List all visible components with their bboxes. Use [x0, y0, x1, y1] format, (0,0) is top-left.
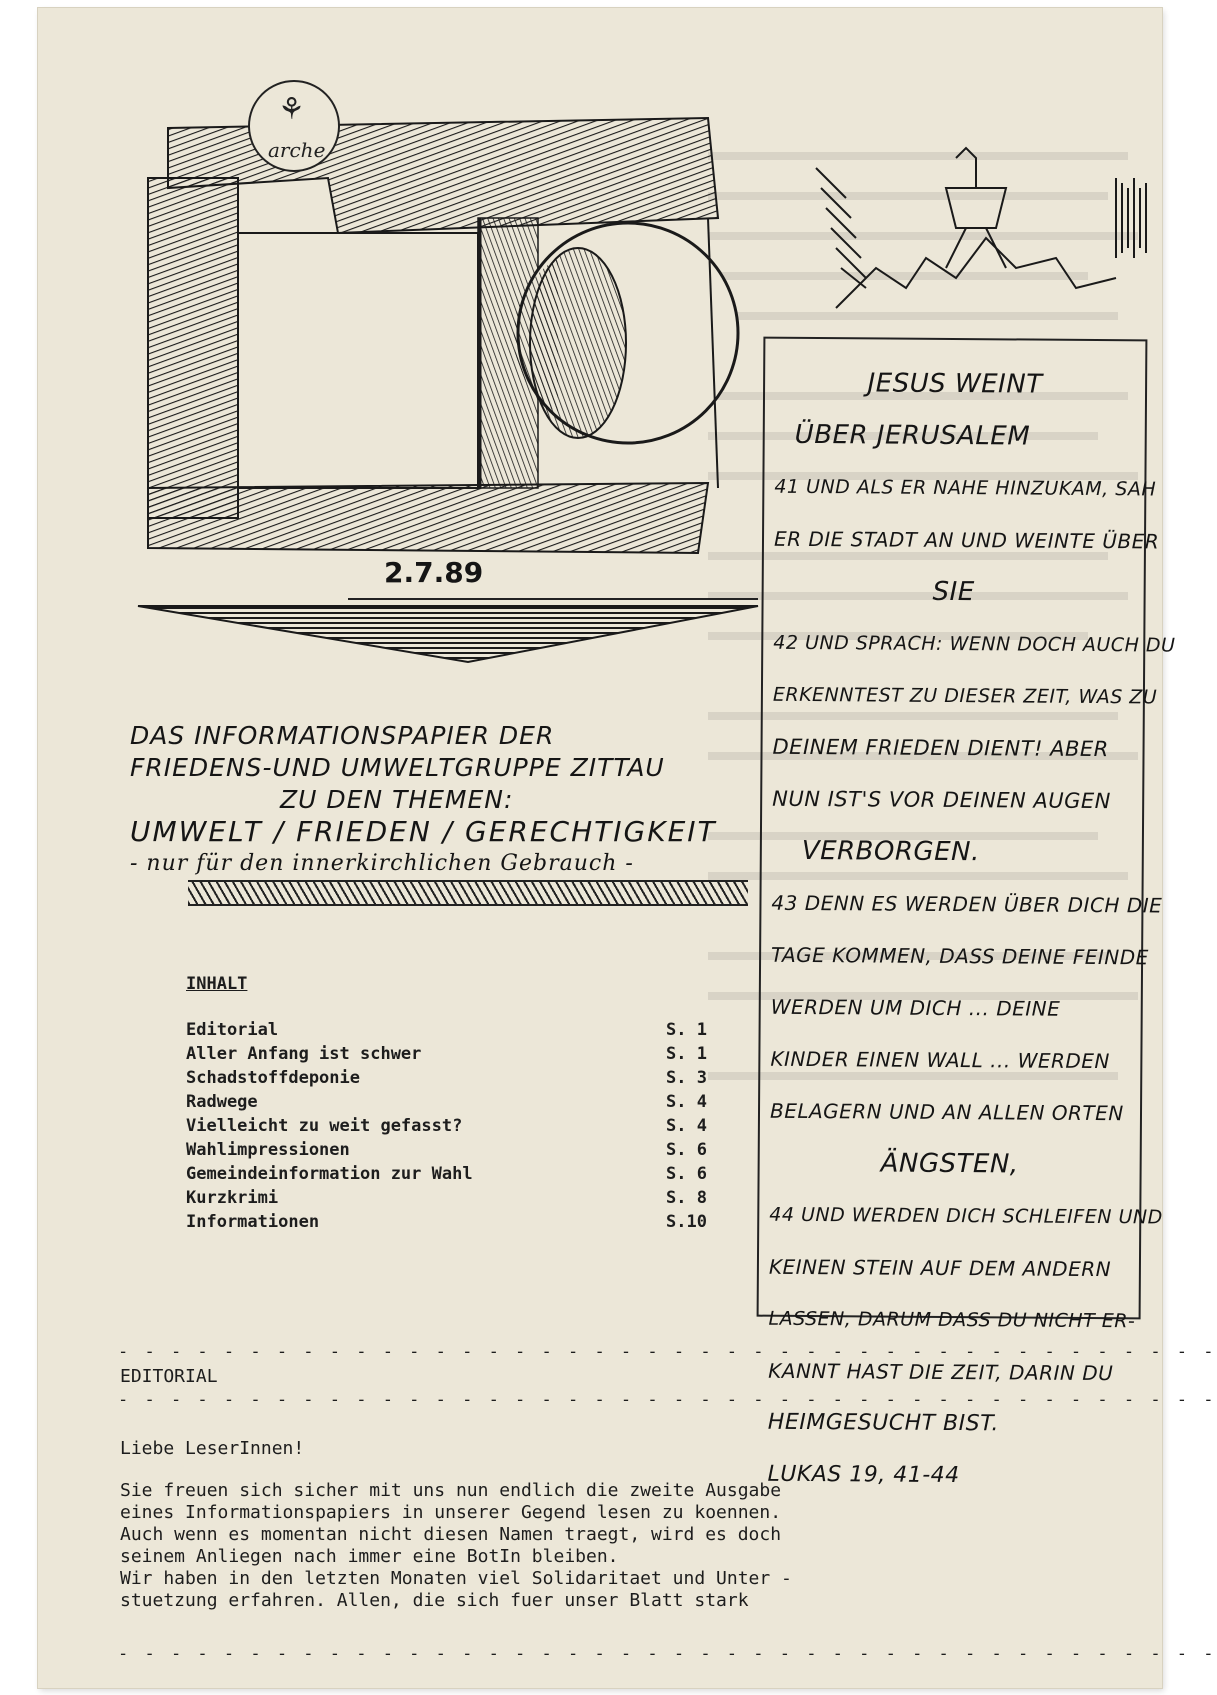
- subtitle-line-5: - nur für den innerkirchlichen Gebrauch -: [130, 851, 634, 876]
- toc-item: Gemeindeinformation zur Wahl S. 6: [186, 1164, 707, 1184]
- bible-line: 44 UND WERDEN DICH SCHLEIFEN UND: [769, 1203, 1163, 1229]
- editorial-heading: EDITORIAL: [120, 1366, 218, 1387]
- toc-item: Radwege S. 4: [186, 1092, 707, 1112]
- bible-line: VERBORGEN.: [801, 835, 980, 868]
- subtitle-line-1: DAS INFORMATIONSPAPIER DER: [130, 721, 555, 750]
- divider-line: - - - - - - - - - - - - - - - - - - - - - - - - - - - - - - - - - - - - - - - - - -: [118, 1342, 1217, 1362]
- body-line: Auch wenn es momentan nicht diesen Namen traegt, wird es doch: [120, 1524, 782, 1545]
- subtitle-line-2: FRIEDENS-UND UMWELTGRUPPE ZITTAU: [130, 753, 665, 782]
- issue-date: 2.7.89: [384, 556, 484, 589]
- body-line: Sie freuen sich sicher mit uns nun endlich die zweite Ausgabe: [120, 1480, 782, 1501]
- divider-line: - - - - - - - - - - - - - - - - - - - - - - - - - - - - - - - - - - - - - - - - - -: [118, 1390, 1217, 1410]
- bible-line: HEIMGESUCHT BIST.: [767, 1409, 1000, 1437]
- table-of-contents: [186, 1020, 746, 1236]
- subtitle-line-4: UMWELT / FRIEDEN / GERECHTIGKEIT: [130, 815, 717, 848]
- masthead-subtitle: [130, 720, 790, 880]
- toc-item: Editorial S. 1: [186, 1020, 707, 1040]
- editorial-body: [120, 1480, 1050, 1612]
- bible-line: 43 DENN ES WERDEN ÜBER DICH DIE: [771, 890, 1163, 918]
- editorial-salutation: Liebe LeserInnen!: [120, 1438, 305, 1459]
- bible-line: 41 UND ALS ER NAHE HINZUKAM, SAH: [774, 475, 1157, 501]
- body-line: stuetzung erfahren. Allen, die sich fuer unser Blatt stark: [120, 1590, 749, 1611]
- toc-item: Informationen S.10: [186, 1212, 707, 1232]
- toc-item: Kurzkrimi S. 8: [186, 1188, 707, 1208]
- body-line: seinem Anliegen nach immer eine BotIn bleiben.: [120, 1546, 619, 1567]
- date-underline: [348, 598, 758, 600]
- bible-line: JESUS WEINT: [867, 368, 1043, 400]
- bible-line: ERKENNTEST ZU DIESER ZEIT, WAS ZU: [772, 683, 1158, 709]
- bible-line: SIE: [932, 576, 975, 608]
- bible-line: DEINEM FRIEDEN DIENT! ABER: [772, 734, 1109, 762]
- toc-item: Wahlimpressionen S. 6: [186, 1140, 707, 1160]
- subtitle-line-3: ZU DEN THEMEN:: [280, 785, 514, 814]
- bible-line: ER DIE STADT AN UND WEINTE ÜBER: [773, 526, 1160, 554]
- logo-artwork: [108, 68, 768, 588]
- toc-item: Aller Anfang ist schwer S. 1: [186, 1044, 707, 1064]
- bible-line: BELAGERN UND AN ALLEN ORTEN: [769, 1098, 1124, 1126]
- bible-line: WERDEN UM DICH ... DEINE: [770, 994, 1061, 1021]
- document-page: [38, 8, 1217, 1688]
- bible-line: KEINEN STEIN AUF DEM ANDERN: [768, 1254, 1112, 1282]
- bible-passage-box: [757, 337, 1176, 1489]
- bible-line: KINDER EINEN WALL ... WERDEN: [770, 1046, 1111, 1074]
- bible-reference: LUKAS 19, 41-44: [767, 1461, 960, 1489]
- bible-line: TAGE KOMMEN, DASS DEINE FEINDE: [771, 942, 1149, 970]
- toc-heading: INHALT: [186, 974, 248, 994]
- body-line: eines Informationspapiers in unserer Gegend lesen zu koennen.: [120, 1502, 782, 1523]
- arche-wordmark: arche: [268, 138, 326, 162]
- bible-line: ÜBER JERUSALEM: [794, 419, 1031, 452]
- bible-passage: [767, 357, 1176, 1503]
- arche-symbol-icon: ⚘: [278, 92, 305, 127]
- toc-item: Schadstoffdeponie S. 3: [186, 1068, 707, 1088]
- arrow-divider-graphic: [138, 606, 758, 662]
- arche-logo: [248, 80, 340, 172]
- bible-line: ÄNGSTEN,: [880, 1148, 1019, 1180]
- divider-line: - - - - - - - - - - - - - - - - - - - - - - - - - - - - - - - - - - - - - - - - - -: [118, 1644, 1217, 1664]
- bible-line: KANNT HAST DIE ZEIT, DARIN DU: [768, 1358, 1114, 1386]
- bible-line: NUN IST'S VOR DEINEN AUGEN: [772, 786, 1112, 814]
- masthead-logo: [108, 68, 768, 588]
- toc-item: Vielleicht zu weit gefasst? S. 4: [186, 1116, 707, 1136]
- bible-line: 42 UND SPRACH: WENN DOCH AUCH DU: [773, 631, 1176, 657]
- hatched-divider: [188, 880, 748, 906]
- jerusalem-sketch-graphic: [816, 138, 1156, 328]
- body-line: Wir haben in den letzten Monaten viel Solidaritaet und Unter -: [120, 1568, 792, 1589]
- bible-line: LASSEN, DARUM DASS DU NICHT ER-: [768, 1307, 1136, 1333]
